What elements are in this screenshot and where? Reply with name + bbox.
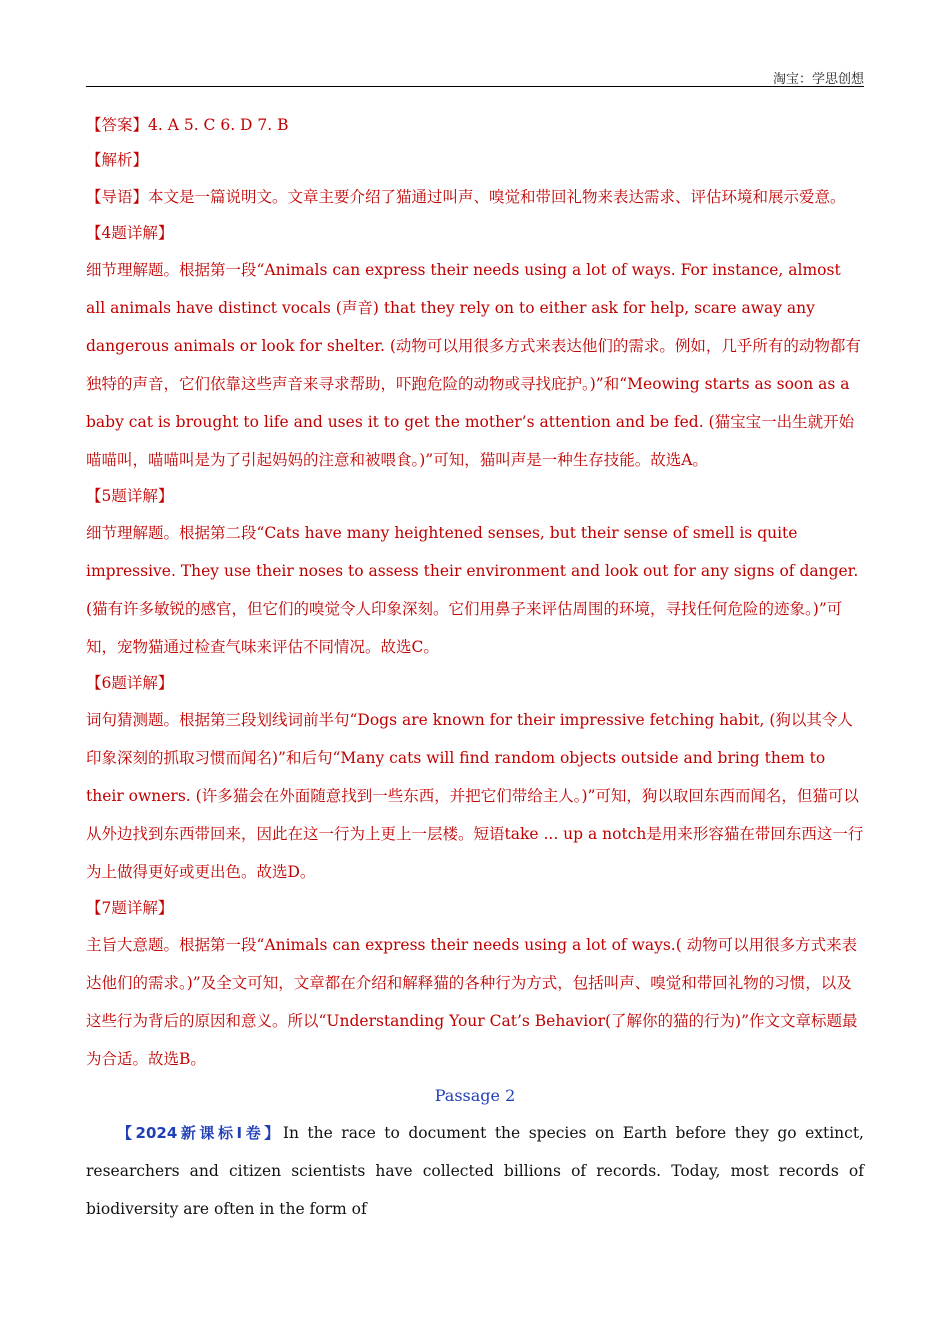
analysis-label: 【解析】: [86, 151, 149, 169]
passage-title: Passage 2: [434, 1086, 516, 1105]
q6-label: 【6题详解】: [86, 674, 174, 692]
passage-intro: [86, 1114, 864, 1228]
guide-paragraph: 【导语】本文是一篇说明文。文章主要介绍了猫通过叫声、嗅觉和带回礼物来表达需求、评估环境和展示爱意。: [86, 188, 846, 206]
q6-explanation: 词句猜测题。根据第三段划线词前半句“Dogs are known for their impressive fetching habit, (狗以其令人印象深刻的抓取习惯而闻名)”和后句“Many cats will find random objects outside and bring them to their owners. (许多猫会在外面随意找到一些东西，并把它们带给主人。)”可知，狗以取回东西而闻名，但猫可以从外边找到东西带回来，因此在这一行为上更上一层楼。短语take ... up a notch是用来形容猫在带回东西这一行为上做得更好或更出色。故选D。: [86, 711, 864, 881]
q4-label: 【4题详解】: [86, 224, 174, 242]
q5-explanation: 细节理解题。根据第二段“Cats have many heightened senses, but their sense of smell is quite impressive. They use their noses to assess their environment and look out for any signs of danger. (猫有许多敏锐的感官，但它们的嗅觉令人印象深刻。它们用鼻子来评估周围的环境，寻找任何危险的迹象。)”可知，宠物猫通过检查气味来评估不同情况。故选C。: [86, 524, 859, 656]
passage-text: In the race to document the species on Earth before they go extinct, researchers and citizen scientists have collected billions of records. Today, most records of biodiversity are often in the form of: [86, 1124, 864, 1218]
answer-line: 【答案】4. A 5. C 6. D 7. B: [86, 116, 289, 134]
page-header: [86, 66, 864, 87]
q4-explanation: 细节理解题。根据第一段“Animals can express their needs using a lot of ways. For instance, almost all animals have distinct vocals (声音) that they rely on to either ask for help, scare away any dangerous animals or look for shelter. (动物可以用很多方式来表达他们的需求。例如，几乎所有的动物都有独特的声音，它们依靠这些声音来寻求帮助，吓跑危险的动物或寻找庇护。)”和“Meowing starts as soon as a baby cat is brought to life and uses it to get the mother’s attention and be fed. (猫宝宝一出生就开始喵喵叫，喵喵叫是为了引起妈妈的注意和被喂食。)”可知，猫叫声是一种生存技能。故选A。: [86, 261, 861, 469]
q5-label: 【5题详解】: [86, 487, 174, 505]
q7-label: 【7题详解】: [86, 899, 174, 917]
q7-explanation: 主旨大意题。根据第一段“Animals can express their needs using a lot of ways.( 动物可以用很多方式来表达他们的需求。)”及全文可知，文章都在介绍和解释猫的各种行为方式，包括叫声、嗅觉和带回礼物的习惯，以及这些行为背后的原因和意义。所以“Understanding Your Cat’s Behavior(了解你的猫的行为)”作文文章标题最为合适。故选B。: [86, 936, 858, 1068]
passage-source-tag: 【2024新课标Ⅰ卷】: [117, 1124, 283, 1142]
header-text: 淘宝：学思创想: [772, 72, 864, 87]
document-body: [86, 108, 864, 1228]
